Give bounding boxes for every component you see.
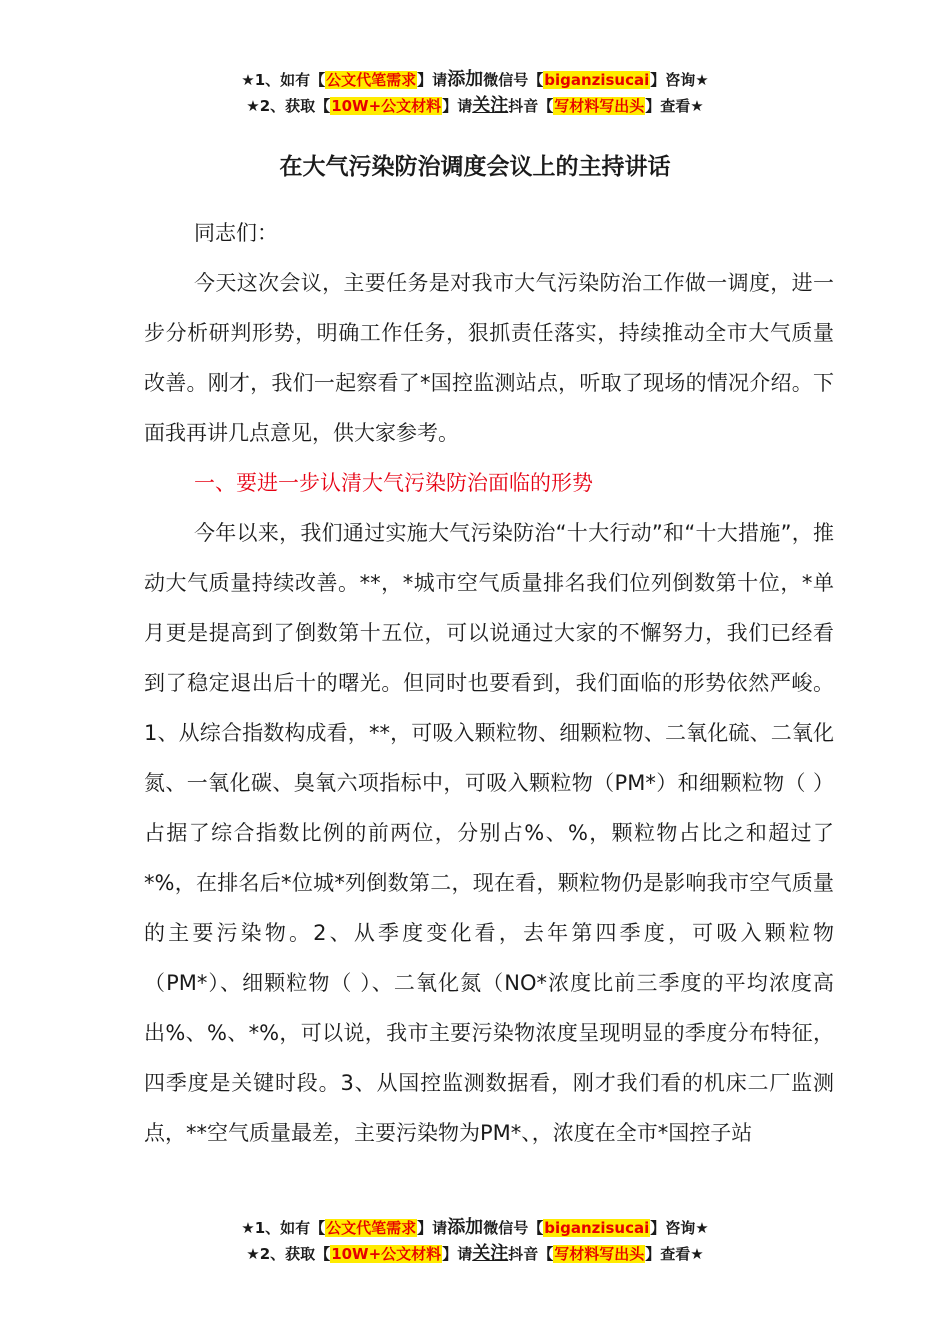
banner-text: 】咨询★	[650, 1219, 709, 1237]
salutation: 同志们：	[194, 221, 278, 245]
banner-wechat-id: biganzisucai	[544, 1219, 650, 1237]
banner-text: 微信号【	[483, 1219, 544, 1237]
banner-emphasis: 添加	[447, 69, 484, 90]
banner-douyin-id: 写材料写出头	[554, 1245, 645, 1263]
banner-emphasis: 添加	[447, 1217, 484, 1238]
banner-text: 】咨询★	[650, 71, 709, 89]
banner-line-2	[0, 93, 950, 119]
document-body	[144, 208, 834, 1158]
banner-wechat-id: biganzisucai	[544, 71, 650, 89]
banner-text: 】请	[442, 97, 473, 115]
banner-line-1	[0, 67, 950, 93]
banner-line-2	[0, 1241, 950, 1267]
banner-highlight: 公文代笔需求	[326, 1219, 417, 1237]
banner-text: 抖音【	[508, 97, 554, 115]
banner-text: 】查看★	[645, 1245, 704, 1263]
banner-emphasis: 关注	[472, 95, 509, 116]
banner-highlight: 10W+公文材料	[331, 1245, 442, 1263]
paragraph-1: 今天这次会议，主要任务是对我市大气污染防治工作做一调度，进一步分析研判形势，明确工作任务，狠抓责任落实，持续推动全市大气质量改善。刚才，我们一起察看了*国控监测站点，听取了现场的情况介绍。下面我再讲几点意见，供大家参考。	[144, 271, 834, 445]
top-banner	[0, 67, 950, 119]
banner-text: 】查看★	[645, 97, 704, 115]
banner-text: 】请	[417, 1219, 448, 1237]
paragraph-2: 今年以来，我们通过实施大气污染防治“十大行动”和“十大措施”，推动大气质量持续改善。**，*城市空气质量排名我们位列倒数第十位，*单月更是提高到了倒数第十五位，可以说通过大家的不懈努力，我们已经看到了稳定退出后十的曙光。但同时也要看到，我们面临的形势依然严峻。1、从综合指数构成看，**，可吸入颗粒物、细颗粒物、二氧化硫、二氧化氮、一氧化碳、臭氧六项指标中，可吸入颗粒物（PM*）和细颗粒物（ ）占据了综合指数比例的前两位，分别占%、%，颗粒物占比之和超过了*%，在排名后*位城*列倒数第二，现在看，颗粒物仍是影响我市空气质量的主要污染物。2、从季度变化看，去年第四季度，可吸入颗粒物（PM*）、细颗粒物（ ）、二氧化氮（NO*浓度比前三季度的平均浓度高出%、%、*%，可以说，我市主要污染物浓度呈现明显的季度分布特征，四季度是关键时段。3、从国控监测数据看，刚才我们看的机床二厂监测点，**空气质量最差，主要污染物为PM*、，浓度在全市*国控子站	[144, 521, 834, 1145]
banner-text: 微信号【	[483, 71, 544, 89]
banner-text: ★2、获取【	[246, 97, 331, 115]
banner-text: ★1、如有【	[241, 1219, 326, 1237]
banner-highlight: 公文代笔需求	[326, 71, 417, 89]
banner-text: 抖音【	[508, 1245, 554, 1263]
banner-douyin-id: 写材料写出头	[554, 97, 645, 115]
document-title: 在大气污染防治调度会议上的主持讲话	[279, 154, 671, 180]
banner-text: ★1、如有【	[241, 71, 326, 89]
banner-text: 】请	[417, 71, 448, 89]
banner-highlight: 10W+公文材料	[331, 97, 442, 115]
banner-text: ★2、获取【	[246, 1245, 331, 1263]
section-heading-1: 一、要进一步认清大气污染防治面临的形势	[194, 471, 593, 495]
banner-line-1	[0, 1215, 950, 1241]
bottom-banner	[0, 1215, 950, 1267]
banner-emphasis: 关注	[472, 1243, 509, 1264]
banner-text: 】请	[442, 1245, 473, 1263]
